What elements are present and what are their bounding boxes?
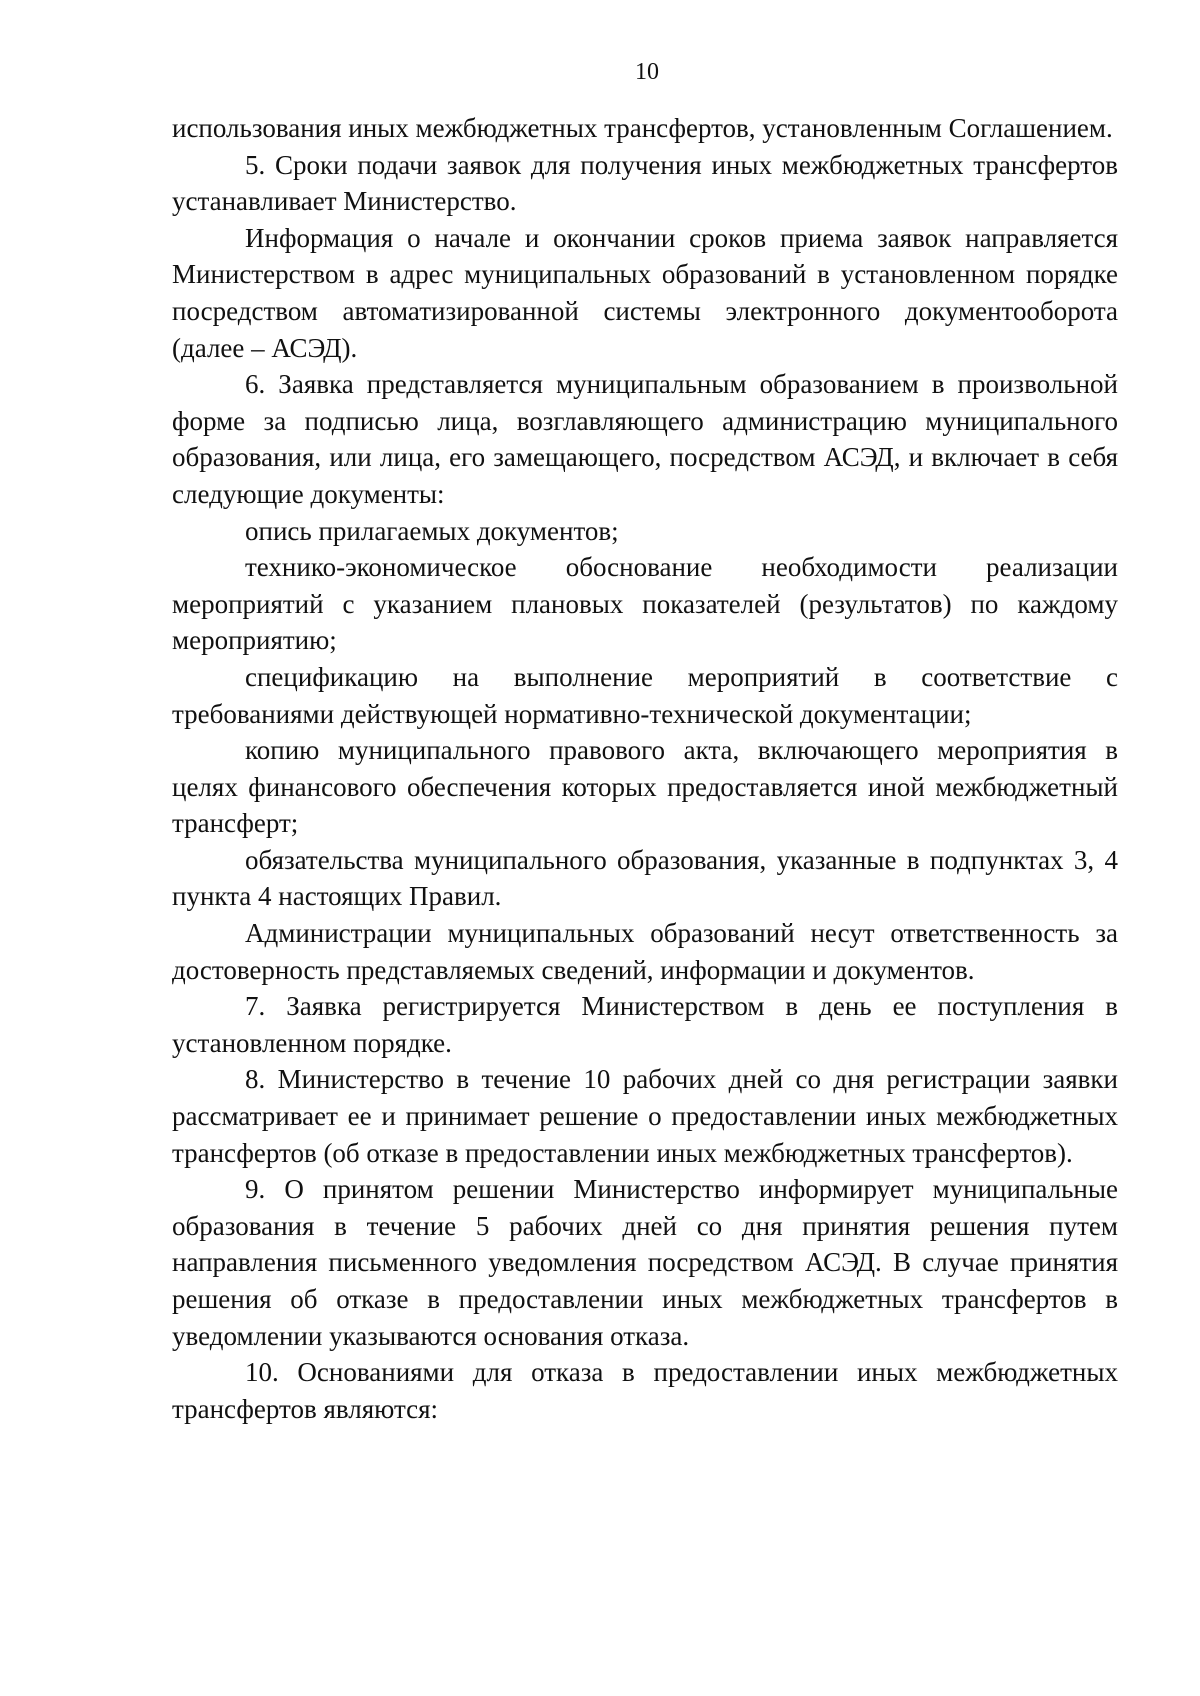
list-item-obligations: обязательства муниципального образования, указанные в подпунктах 3, 4 пункта 4 настоящих Правил. [172,844,1118,912]
paragraph-item-6: 6. Заявка представляется муниципальным образованием в произвольной форме за подписью лица, возглавляющего администрацию муниципального образования, или лица, его замещающего, посредством АСЭД, и включает в себя следующие документы: [172,369,1118,509]
paragraph-item-5: 5. Сроки подачи заявок для получения иных межбюджетных трансфертов устанавливает Министерство. [172,149,1118,217]
list-item-feasibility: технико-экономическое обоснование необходимости реализации мероприятий с указанием плановых показателей (результатов) по каждому мероприятию; [172,552,1118,656]
paragraph-item-9: 9. О принятом решении Министерство информирует муниципальные образования в течение 5 рабочих дней со дня принятия решения путем направления письменного уведомления посредством АСЭД. В случае принятия решения об отказе в предоставлении иных межбюджетных трансфертов в уведомлении указываются основания отказа. [172,1174,1118,1351]
paragraph-responsibility: Администрации муниципальных образований несут ответственность за достоверность представляемых сведений, информации и документов. [172,918,1118,985]
page-number: 10 [635,59,659,85]
paragraph-item-10: 10. Основаниями для отказа в предоставлении иных межбюджетных трансфертов являются: [172,1357,1118,1424]
list-item-specification: спецификацию на выполнение мероприятий в соответствие с требованиями действующей нормативно-технической документации; [172,661,1118,729]
paragraph-item-8: 8. Министерство в течение 10 рабочих дней со дня регистрации заявки рассматривает ее и принимает решение о предоставлении иных межбюджетных трансфертов (об отказе в предоставлении иных межбюджетных трансфертов). [172,1064,1118,1168]
list-item-inventory: опись прилагаемых документов; [245,515,619,546]
document-body [172,110,1118,1427]
list-item-legal-act-copy: копию муниципального правового акта, включающего мероприятия в целях финансового обеспечения которых предоставляется иной межбюджетный трансферт; [172,735,1118,839]
paragraph-item-7: 7. Заявка регистрируется Министерством в день ее поступления в установленном порядке. [172,991,1118,1058]
paragraph-continuation: использования иных межбюджетных трансфертов, установленным Соглашением. [172,113,1113,143]
paragraph-ased-info: Информация о начале и окончании сроков приема заявок направляется Министерством в адрес муниципальных образований в установленном порядке посредством автоматизированной системы электронного документооборота (далее – АСЭД). [172,222,1118,363]
